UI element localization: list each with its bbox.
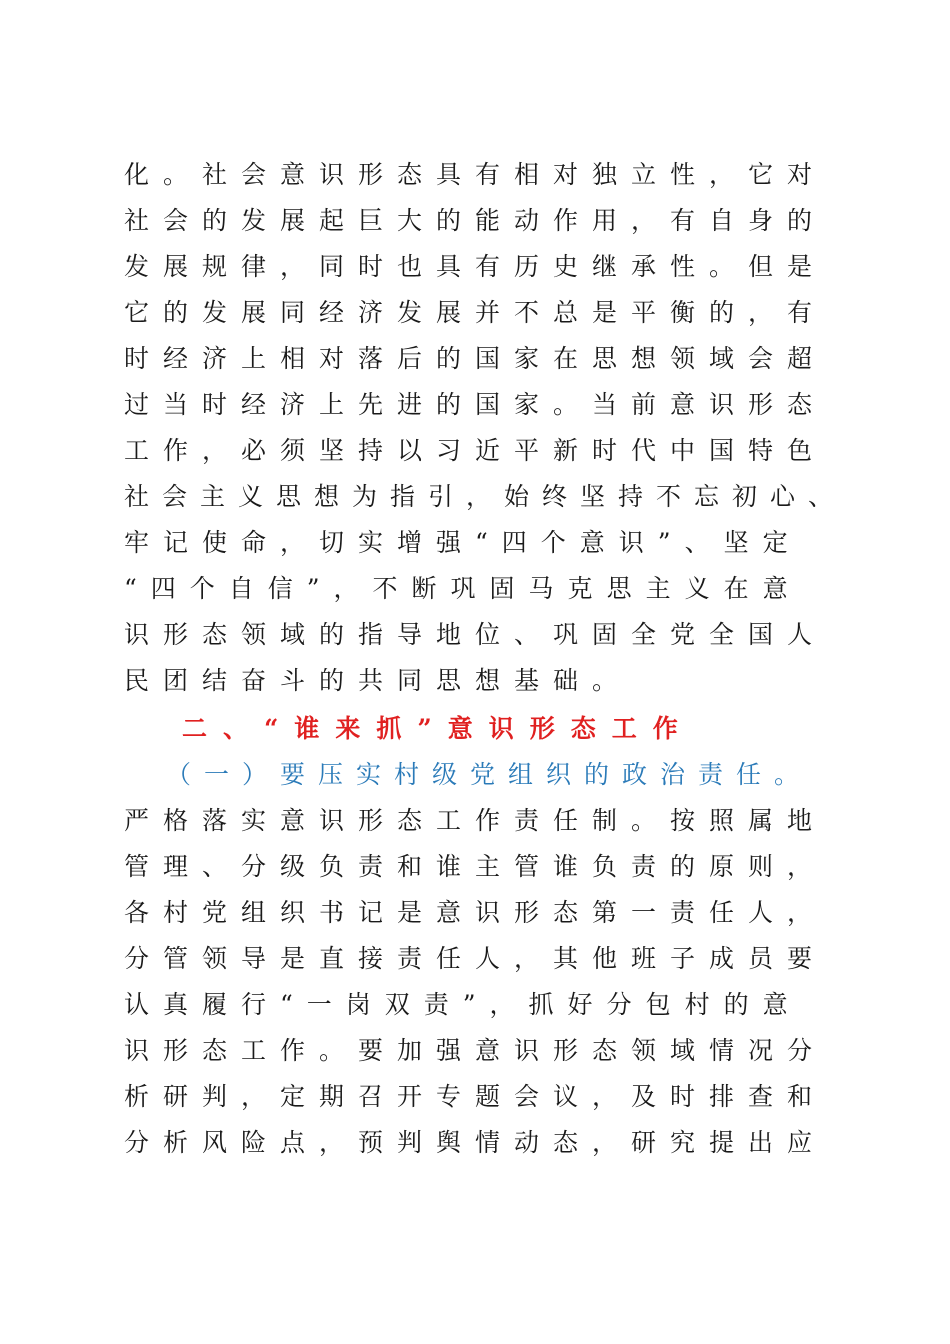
paragraph-line: 时经济上相对落后的国家在思想领域会超 <box>124 344 827 373</box>
paragraph-line: 社会的发展起巨大的能动作用，有自身的 <box>124 206 827 235</box>
paragraph-line: 牢记使命，切实增强“四个意识”、坚定 <box>124 528 802 557</box>
paragraph-line: 严格落实意识形态工作责任制。按照属地 <box>124 806 827 835</box>
paragraph-line: 社会主义思想为指引，始终坚持不忘初心、 <box>124 482 847 511</box>
subsection-heading: （一）要压实村级党组织的政治责任。 <box>166 760 813 789</box>
paragraph-line: 它的发展同经济发展并不总是平衡的，有 <box>124 298 827 327</box>
paragraph-line: 识形态工作。要加强意识形态领域情况分 <box>124 1036 827 1065</box>
paragraph-line: 民团结奋斗的共同思想基础。 <box>124 666 632 695</box>
paragraph-line: 各村党组织书记是意识形态第一责任人， <box>124 898 827 927</box>
paragraph-line: 分管领导是直接责任人，其他班子成员要 <box>124 944 827 973</box>
paragraph-line: 识形态领域的指导地位、巩固全党全国人 <box>124 620 827 649</box>
section-heading: 二、“谁来抓”意识形态工作 <box>182 714 694 743</box>
paragraph-line: “四个自信”，不断巩固马克思主义在意 <box>124 574 802 603</box>
paragraph-line: 析研判，定期召开专题会议，及时排查和 <box>124 1082 827 1111</box>
paragraph-line: 过当时经济上先进的国家。当前意识形态 <box>124 390 827 419</box>
paragraph-line: 发展规律，同时也具有历史继承性。但是 <box>124 252 827 281</box>
paragraph-line: 化。社会意识形态具有相对独立性，它对 <box>124 160 827 189</box>
paragraph-line: 分析风险点，预判舆情动态，研究提出应 <box>124 1128 827 1157</box>
paragraph-line: 工作，必须坚持以习近平新时代中国特色 <box>124 436 827 465</box>
paragraph-line: 管理、分级负责和谁主管谁负责的原则， <box>124 852 827 881</box>
paragraph-line: 认真履行“一岗双责”，抓好分包村的意 <box>124 990 802 1019</box>
